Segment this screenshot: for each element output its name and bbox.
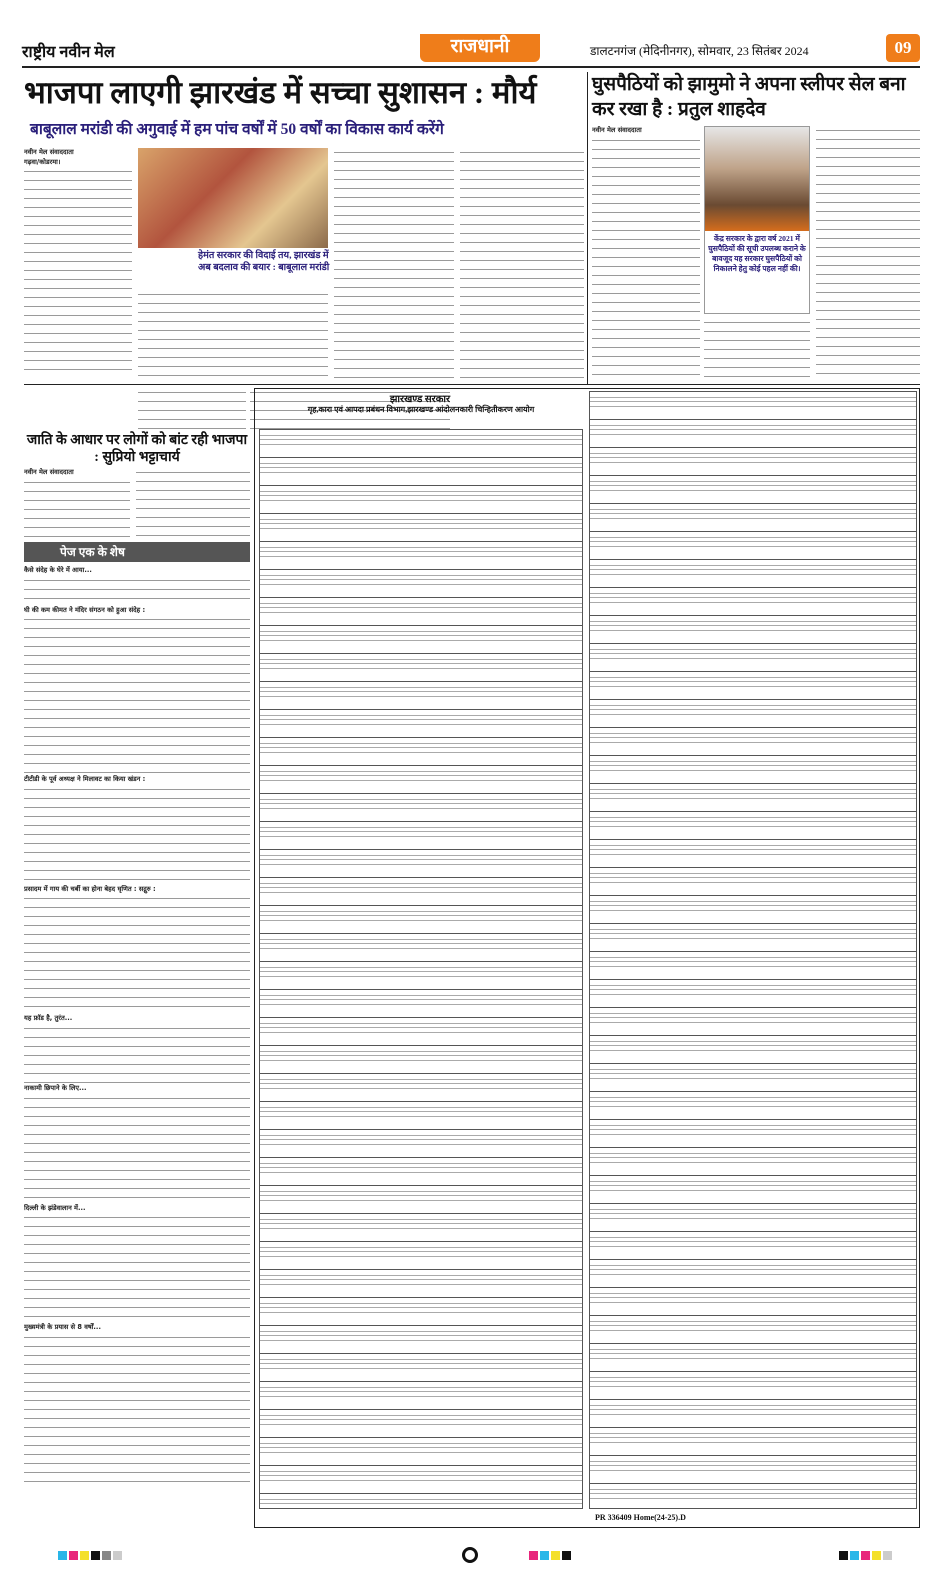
lead-byline: नवीन मेल संवाददाता	[24, 148, 74, 156]
third-headline: जाति के आधार पर लोगों को बांट रही भाजपा : सुप्रियो भट्टाचार्य	[26, 433, 248, 465]
second-column-1	[592, 126, 700, 382]
cont-heading-7: दिल्ली के झंडेवालान में...	[24, 1203, 86, 1212]
second-text-2	[704, 318, 810, 382]
cont-text-3	[24, 785, 250, 885]
masthead	[22, 34, 920, 64]
cont-text-8	[24, 1333, 250, 1483]
cont-heading-1: कैसे संदेह के घेरे में आया...	[24, 566, 92, 574]
lead-dateline: गढ़वा/कोडरमा।	[24, 157, 61, 166]
second-text-3	[816, 126, 920, 382]
lead-inline-heading: हेमंत सरकार की विदाई तय, झारखंड में अब बदलाव की बयार : बाबूलाल मरांडी	[198, 250, 330, 273]
cont-heading-4: प्रसादम में गाय की चर्बी का होना बेहद घृणित : सद्गुरु :	[24, 884, 156, 893]
third-byline: नवीन मेल संवाददाता	[24, 468, 74, 476]
dateline: डालटनगंज (मेदिनीनगर), सोमवार, 23 सितंबर 2024	[590, 44, 809, 58]
notice-title-1: झारखण्ड सरकार	[389, 394, 451, 405]
notice-table-right	[589, 391, 917, 1509]
second-headline: घुसपैठियों को झामुमो ने अपना स्लीपर सेल बना कर रखा है : प्रतुल शाहदेव	[592, 74, 906, 120]
second-byline: नवीन मेल संवाददाता	[592, 126, 642, 134]
third-top-rule	[24, 384, 920, 385]
cont-heading-6: नाकामी छिपाने के लिए...	[24, 1083, 87, 1092]
cont-heading-2: घी की कम कीमत ने मंदिर संगठन को हुआ संदेह :	[24, 605, 146, 614]
lead-column-1	[24, 148, 132, 380]
lead-text-2	[138, 290, 328, 378]
cont-text-5	[24, 1024, 250, 1084]
cont-text-1	[24, 576, 250, 606]
portrait-photo	[705, 127, 809, 231]
registration-bar-right	[810, 1550, 920, 1560]
photo-caption: केंद्र सरकार के द्वारा वर्ष 2021 में घुसपैठियों की सूची उपलब्ध कराने के बावजूद यह सरकार घुसपैठियों को निकालने हेतु कोई पहल नहीं की।	[708, 234, 806, 273]
lead-text-4	[460, 148, 584, 380]
lead-text-5	[138, 388, 246, 430]
registration-bar-left	[30, 1550, 150, 1560]
lead-text-1	[24, 167, 132, 377]
continuation-column	[24, 566, 250, 1528]
cont-text-2	[24, 615, 250, 775]
lead-text-3	[334, 148, 454, 380]
col-divider	[587, 72, 588, 384]
cont-text-4	[24, 894, 250, 1014]
second-text-1	[592, 136, 700, 380]
lead-subheadline: बाबूलाल मरांडी की अगुवाई में हम पांच वर्षों में 50 वर्षों का विकास कार्य करेंगे	[30, 121, 444, 138]
page-number: 09	[886, 34, 920, 62]
cont-text-7	[24, 1213, 250, 1323]
paper-name: राष्ट्रीय नवीन मेल	[22, 44, 115, 61]
continuation-banner: पेज एक के शेष	[24, 542, 250, 562]
masthead-rule	[22, 66, 920, 68]
cont-heading-5: यह फ्रॉड है, तुरंत...	[24, 1014, 73, 1023]
third-text-2	[136, 468, 250, 538]
cont-heading-8: मुख्यमंत्री के प्रयास से 8 वर्षों...	[24, 1323, 101, 1332]
cont-heading-3: टीटीडी के पूर्व अध्यक्ष ने मिलावट का किया खंडन :	[24, 775, 146, 784]
registration-bar-mid	[510, 1550, 590, 1560]
cont-text-6	[24, 1094, 250, 1204]
notice-table-left	[259, 429, 583, 1509]
registration-target	[462, 1547, 478, 1563]
government-notice	[254, 388, 920, 1528]
section-tab: राजधानी	[420, 34, 540, 62]
second-photo-box	[704, 126, 810, 314]
notice-title-2: गृह,कारा एवं आपदा प्रबंधन विभाग,झारखण्ड आंदोलनकारी चिन्हितीकरण आयोग	[307, 405, 535, 414]
pr-number: PR 336409 Home(24-25).D	[595, 1513, 686, 1522]
lead-headline: भाजपा लाएगी झारखंड में सच्चा सुशासन : मौर्य	[24, 75, 537, 110]
lead-photo	[138, 148, 328, 248]
